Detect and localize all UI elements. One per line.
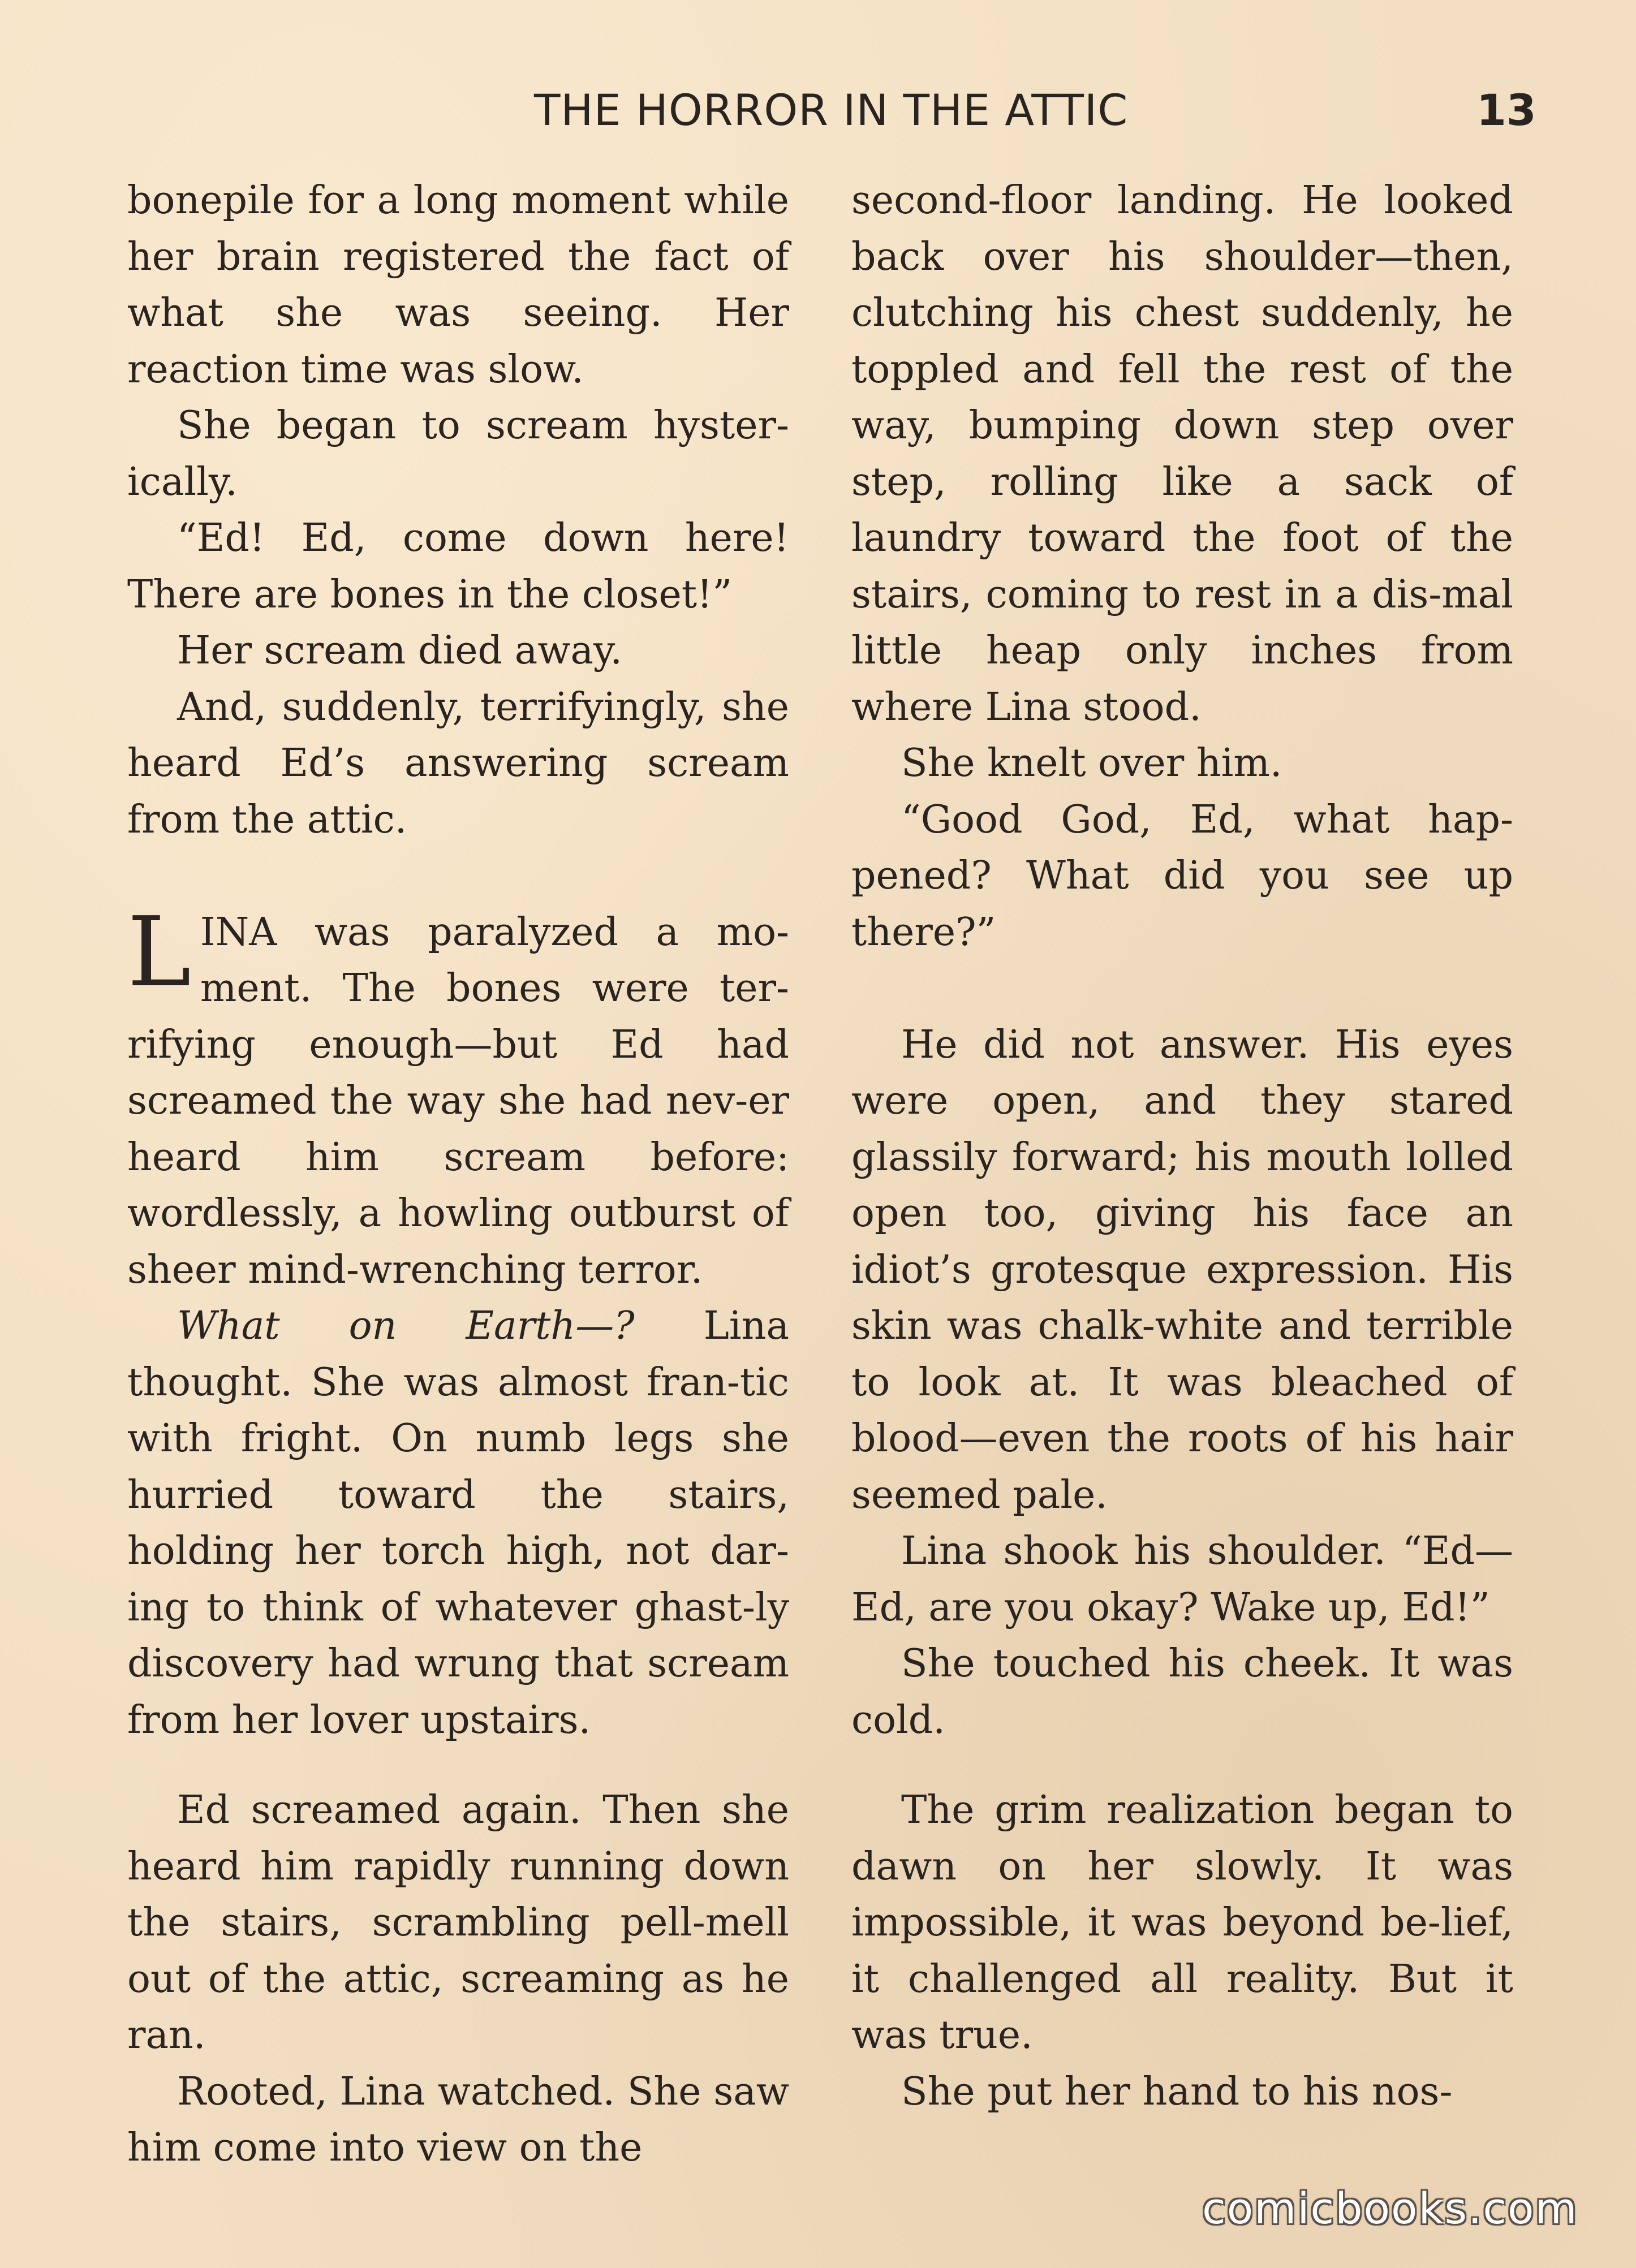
paragraph: “Ed! Ed, come down here! There are bones in the closet!” <box>127 516 789 617</box>
paragraph: Lina shook his shoulder. “Ed—Ed, are you okay? Wake up, Ed!” <box>851 1529 1513 1630</box>
paragraph: She knelt over him. <box>901 741 1282 786</box>
paragraph: She put her hand to his nos- <box>901 2069 1453 2114</box>
right-column <box>851 173 1513 2120</box>
paragraph: second-floor landing. He looked back over his shoulder—then, clutching his chest suddenly, he toppled and fell the rest of the way, bumping down step over step, rolling like a sack of laundry toward the foot of the stairs, coming to rest in a dis-mal little heap only inches from where Lina stood. <box>851 178 1513 730</box>
paragraph: She began to scream hyster-ically. <box>127 403 789 505</box>
drop-cap: L <box>127 896 191 1008</box>
paragraph-text: INA was paralyzed a mo-ment. The bones were ter-rifying enough—but Ed had screamed the way she had nev-er heard him scream before: wordlessly, a howling outburst of sheer mind-wrenching terror. <box>127 909 789 1292</box>
paragraph: Ed screamed again. Then she heard him rapidly running down the stairs, scrambling pell-mell out of the attic, screaming as he ran. <box>127 1788 789 2058</box>
watermark: comicbooks.com <box>1202 2183 1578 2233</box>
paragraph: She touched his cheek. It was cold. <box>851 1641 1513 1743</box>
paragraph: “Good God, Ed, what hap-pened? What did you see up there?” <box>851 797 1513 955</box>
paragraph: The grim realization began to dawn on her slowly. It was impossible, it was beyond be-lief, it challenged all reality. But it was true. <box>851 1788 1513 2058</box>
paragraph: And, suddenly, terrifyingly, she heard Ed’s answering scream from the attic. <box>127 684 789 842</box>
section-break <box>127 848 789 904</box>
paragraph: Rooted, Lina watched. She saw him come into view on the <box>127 2069 789 2170</box>
section-break <box>127 1748 789 1782</box>
page-number: 13 <box>1476 85 1536 135</box>
paragraph <box>127 1298 789 1748</box>
paragraph-text: Lina thought. She was almost fran-tic with fright. On numb legs she hurried toward the stairs, holding her torch high, not dar-ing to think of whatever ghast-ly discovery had wrung that scream from her lover upstairs. <box>127 1304 789 1743</box>
section-break <box>851 1748 1513 1782</box>
running-title: THE HORROR IN THE ATTIC <box>534 85 1129 135</box>
paragraph: He did not answer. His eyes were open, and they stared glassily forward; his mouth lolled open too, giving his face an idiot’s grotesque expression. His skin was chalk-white and terrible to look at. It was bleached of blood—even the roots of his hair seemed pale. <box>851 1022 1513 1517</box>
paragraph: Her scream died away. <box>177 628 622 673</box>
running-head <box>0 85 1636 147</box>
paragraph: bonepile for a long moment while her brain registered the fact of what she was seeing. Her reaction time was slow. <box>127 178 789 392</box>
paragraph-with-drop-cap <box>127 896 789 1299</box>
left-column <box>127 173 789 2176</box>
section-break <box>851 960 1513 1017</box>
italic-thought: What on Earth—? <box>177 1304 635 1348</box>
